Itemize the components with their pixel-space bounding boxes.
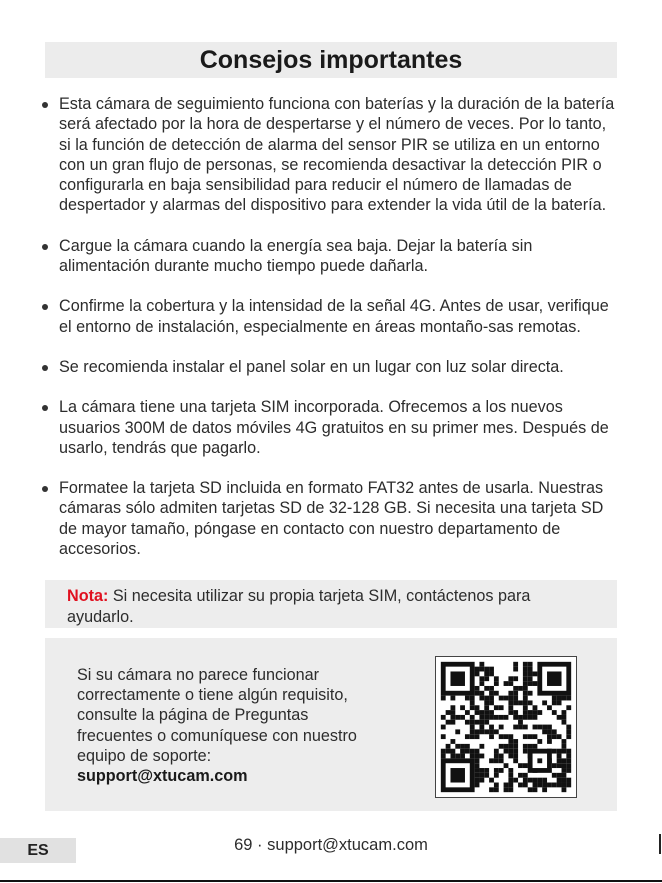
tip-text: Formatee la tarjeta SD incluida en formato FAT32 antes de usarla. Nuestras cámaras sólo admiten tarjetas SD de 32-128 GB. Si necesita una tarjeta SD de mayor tamaño, póngase en contacto con nuestro departamento de accesorios. xyxy=(59,479,604,559)
note-text: Si necesita utilizar su propia tarjeta SIM, contáctenos para ayudarlo. xyxy=(67,587,531,626)
bullet-icon xyxy=(42,365,48,371)
tip-text: Cargue la cámara cuando la energía sea baja. Dejar la batería sin alimentación durante mucho tiempo puede dañarla. xyxy=(59,236,533,276)
page-title: Consejos importantes xyxy=(45,42,617,78)
bottom-rule xyxy=(0,880,662,882)
list-item xyxy=(36,357,621,377)
list-item xyxy=(36,478,621,559)
list-item xyxy=(36,94,621,216)
list-item xyxy=(36,397,621,458)
language-badge: ES xyxy=(0,838,76,863)
tip-text: Esta cámara de seguimiento funciona con baterías y la duración de la batería será afectado por la hora de despertarse y el número de veces. Por lo tanto, si la función de detección de alarma del sensor PIR se utiliza en un entorno con un gran flujo de personas, se recomienda desactivar la detección PIR o configurarla en baja sensibilidad para reducir el número de llamadas de despertador y alarmas del dispositivo para extender la vida útil de la batería. xyxy=(59,95,615,215)
page-edge-mark xyxy=(659,834,661,854)
bullet-icon xyxy=(42,102,48,108)
tip-text: Confirme la cobertura y la intensidad de la señal 4G. Antes de usar, verifique el entorno de instalación, especialmente en áreas montaño-sas remotas. xyxy=(59,297,609,336)
qr-code-icon[interactable] xyxy=(435,656,577,798)
note-box xyxy=(45,580,617,628)
note-label: Nota: xyxy=(67,587,109,605)
support-message: Si su cámara no parece funcionar correctamente o tiene algún requisito, consulte la página de Preguntas frecuentes o comuníquese con nuestro equipo de soporte: xyxy=(77,666,357,765)
tip-text: Se recomienda instalar el panel solar en un lugar con luz solar directa. xyxy=(59,357,564,376)
tip-text: La cámara tiene una tarjeta SIM incorporada. Ofrecemos a los nuevos usuarios 300M de datos móviles 4G gratuitos en su primer mes. Después de usarlo, tendrás que pagarlo. xyxy=(59,398,609,457)
page-footer: 69 · support@xtucam.com xyxy=(234,836,428,854)
bullet-icon xyxy=(42,486,48,492)
support-email-link[interactable]: support@xtucam.com xyxy=(77,767,248,786)
qr-code-graphic xyxy=(436,657,576,797)
bullet-icon xyxy=(42,304,48,310)
list-item xyxy=(36,296,621,337)
support-text xyxy=(77,665,377,786)
bullet-icon xyxy=(42,244,48,250)
tips-list xyxy=(36,94,621,579)
support-panel xyxy=(45,638,617,811)
list-item xyxy=(36,236,621,277)
bullet-icon xyxy=(42,405,48,411)
